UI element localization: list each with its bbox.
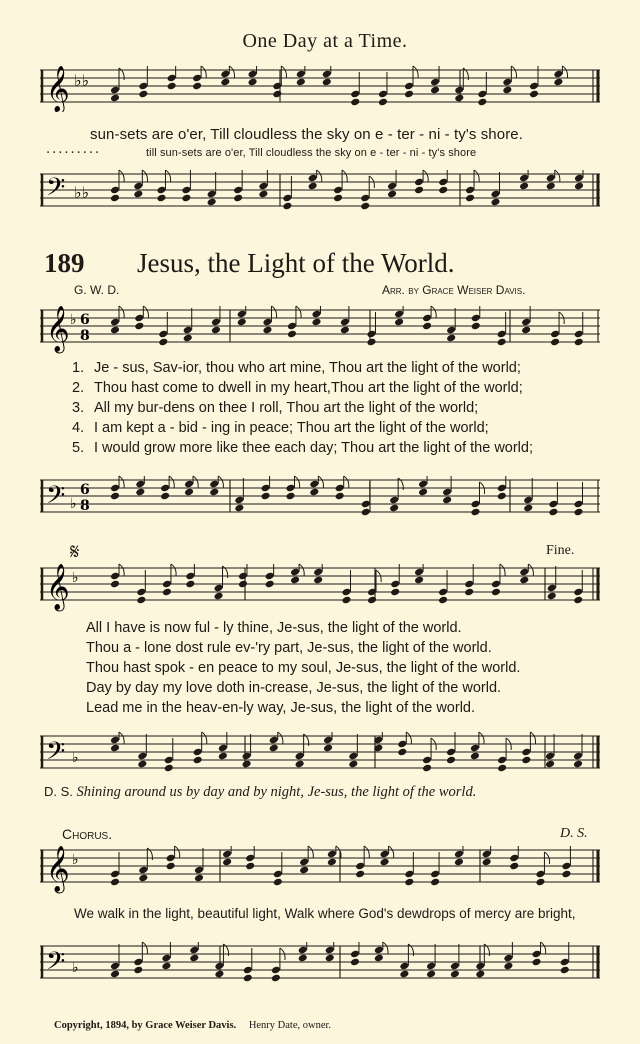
note-head xyxy=(430,878,440,887)
note-head xyxy=(350,98,360,107)
note-head xyxy=(271,974,281,983)
note-head xyxy=(521,756,531,765)
note-head xyxy=(133,190,143,199)
note-head xyxy=(380,858,390,867)
note-flag xyxy=(271,306,276,318)
copyright-line xyxy=(54,1020,331,1031)
note-head xyxy=(442,496,452,505)
note-head xyxy=(550,338,560,347)
note-flag xyxy=(143,306,148,318)
segno-sign: 𝄋 xyxy=(70,540,80,565)
note-flag xyxy=(541,942,546,954)
note-head xyxy=(430,86,440,95)
music-staff xyxy=(40,930,600,994)
music-staff xyxy=(40,468,600,528)
treble-staff-chorus xyxy=(40,842,600,898)
note-flag xyxy=(119,306,124,318)
note-head xyxy=(422,322,432,331)
note-head xyxy=(553,78,563,87)
note-head xyxy=(313,576,323,585)
note-head xyxy=(181,194,191,203)
note-head xyxy=(282,202,292,211)
svg-text:6: 6 xyxy=(80,482,90,498)
note-head xyxy=(285,492,295,501)
note-head xyxy=(535,878,545,887)
note-head xyxy=(387,190,397,199)
note-flag xyxy=(562,66,567,78)
note-head xyxy=(194,874,204,883)
note-head xyxy=(548,508,558,517)
note-head xyxy=(183,334,193,343)
note-head xyxy=(243,974,253,983)
note-head xyxy=(299,866,309,875)
owner-text: Henry Date, owner. xyxy=(248,1020,332,1031)
svg-text:𝄢: 𝄢 xyxy=(46,737,66,772)
verse-line-3 xyxy=(72,400,602,420)
verse-line-b-4: Day by day my love doth in-crease, Je-sus, the light of the world. xyxy=(86,680,502,696)
note-head xyxy=(390,588,400,597)
note-head xyxy=(290,576,300,585)
ds-mark: D. S. xyxy=(560,826,588,841)
note-head xyxy=(110,326,120,335)
svg-text:6: 6 xyxy=(80,312,90,328)
note-head xyxy=(509,862,519,871)
music-staff xyxy=(40,842,600,898)
note-flag xyxy=(171,564,176,576)
note-flag xyxy=(413,66,418,78)
note-head xyxy=(477,98,487,107)
note-head xyxy=(211,326,221,335)
chorus-lyric: We walk in the light, beautiful light, Walk where God's dewdrops of mercy are bright, xyxy=(74,906,576,921)
note-head xyxy=(335,492,345,501)
note-head xyxy=(110,970,120,979)
verse-number: 2. xyxy=(72,380,85,396)
note-head xyxy=(156,194,166,203)
svg-text:𝄞: 𝄞 xyxy=(46,846,70,892)
note-head xyxy=(325,954,335,963)
note-flag xyxy=(229,66,234,78)
hymn-title: Jesus, the Light of the World. xyxy=(137,248,455,278)
note-head xyxy=(218,752,228,761)
note-head xyxy=(490,198,500,207)
note-head xyxy=(110,94,120,103)
verse-line-b-5: Lead me in the heav-en-ly way, Je-sus, the light of the world. xyxy=(86,700,476,716)
note-head xyxy=(245,862,255,871)
note-head xyxy=(560,966,570,975)
note-flag xyxy=(383,942,388,954)
note-head xyxy=(438,596,448,605)
svg-text:♭: ♭ xyxy=(72,750,79,766)
chorus-label: Chorus. xyxy=(62,826,113,842)
hymn-arranger: Arr. by Grace Weiser Davis. xyxy=(382,283,526,297)
ds-prefix: D. S. xyxy=(44,784,73,799)
note-head xyxy=(404,90,414,99)
note-flag xyxy=(119,170,124,182)
verse-line-5 xyxy=(72,440,602,460)
note-head xyxy=(350,958,360,967)
note-head xyxy=(546,182,556,191)
note-head xyxy=(160,492,170,501)
note-head xyxy=(311,318,321,327)
note-head xyxy=(265,580,275,589)
note-head xyxy=(470,752,480,761)
svg-text:𝄢: 𝄢 xyxy=(46,481,66,516)
note-head xyxy=(189,954,199,963)
note-head xyxy=(414,186,424,195)
note-head xyxy=(465,194,475,203)
note-head xyxy=(233,194,243,203)
note-head xyxy=(521,326,531,335)
note-head xyxy=(136,596,146,605)
verse-line-1 xyxy=(72,360,602,380)
svg-text:♭: ♭ xyxy=(72,960,79,976)
note-head xyxy=(138,874,148,883)
note-head xyxy=(418,488,428,497)
svg-text:♭: ♭ xyxy=(72,852,79,868)
note-head xyxy=(333,194,343,203)
note-head xyxy=(269,744,279,753)
note-flag xyxy=(295,476,300,488)
note-head xyxy=(397,748,407,757)
note-head xyxy=(134,322,144,331)
music-staff xyxy=(40,300,600,360)
note-head xyxy=(209,488,219,497)
note-head xyxy=(471,322,481,331)
svg-text:♭: ♭ xyxy=(70,496,77,512)
note-head xyxy=(454,94,464,103)
copyright-text: Copyright, 1894, by Grace Weiser Davis. xyxy=(54,1020,237,1031)
note-flag xyxy=(511,66,516,78)
note-head xyxy=(322,78,332,87)
note-head xyxy=(523,504,533,513)
note-flag xyxy=(281,66,286,78)
note-flag xyxy=(344,476,349,488)
verse-text: I am kept a - bid - ing in peace; Thou art the light of the world; xyxy=(94,420,489,436)
note-head xyxy=(258,190,268,199)
note-head xyxy=(361,508,371,517)
verse-text: I would grow more like thee each day; Thou art the light of the world; xyxy=(94,440,534,456)
note-flag xyxy=(201,66,206,78)
note-head xyxy=(414,576,424,585)
note-head xyxy=(137,760,147,769)
verse-line-b-1: All I have is now ful - ly thine, Je-sus, the light of the world. xyxy=(86,620,462,636)
verse-text: Thou hast come to dwell in my heart,Thou art the light of the world; xyxy=(94,380,523,396)
note-head xyxy=(366,338,376,347)
note-head xyxy=(404,878,414,887)
note-head xyxy=(110,878,120,887)
note-flag xyxy=(479,732,484,744)
note-head xyxy=(426,970,436,979)
note-head xyxy=(464,588,474,597)
note-head xyxy=(220,78,230,87)
note-head xyxy=(573,596,583,605)
note-flag xyxy=(119,476,124,488)
svg-text:♭♭: ♭♭ xyxy=(74,71,90,90)
note-head xyxy=(502,86,512,95)
note-head xyxy=(273,878,283,887)
svg-text:𝄞: 𝄞 xyxy=(46,66,70,112)
note-flag xyxy=(474,170,479,182)
note-flag xyxy=(406,732,411,744)
note-flag xyxy=(119,564,124,576)
verse-number: 5. xyxy=(72,440,85,456)
note-head xyxy=(110,580,120,589)
note-head xyxy=(110,492,120,501)
bass-staff-1 xyxy=(40,468,600,528)
note-head xyxy=(450,970,460,979)
note-head xyxy=(491,588,501,597)
note-flag xyxy=(142,942,147,954)
note-head xyxy=(360,202,370,211)
note-head xyxy=(497,764,507,773)
note-head xyxy=(296,78,306,87)
note-head xyxy=(399,970,409,979)
note-head xyxy=(573,760,583,769)
svg-text:𝄢: 𝄢 xyxy=(46,173,66,208)
note-flag xyxy=(431,306,436,318)
svg-text:8: 8 xyxy=(80,328,90,344)
ds-text: Shining around us by day and by night, Je-sus, the light of the world. xyxy=(76,784,477,800)
note-head xyxy=(133,966,143,975)
note-head xyxy=(272,90,282,99)
note-head xyxy=(519,182,529,191)
note-head xyxy=(378,98,388,107)
note-head xyxy=(287,330,297,339)
note-head xyxy=(242,760,252,769)
verse-line-b-2: Thou a - lone dost rule ev-'ry part, Je-sus, the light of the world. xyxy=(86,640,492,656)
note-head xyxy=(262,326,272,335)
verse-lines-b xyxy=(86,620,606,720)
prev-lyric-small: till sun-sets are o'er, Till cloudless the sky on e - ter - ni - ty's shore xyxy=(146,147,477,159)
note-head xyxy=(475,970,485,979)
note-head xyxy=(355,870,365,879)
note-head xyxy=(309,488,319,497)
note-head xyxy=(295,760,305,769)
verse-line-2 xyxy=(72,380,602,400)
fine-label: Fine. xyxy=(546,543,575,558)
bass-staff-chorus xyxy=(40,930,600,994)
note-head xyxy=(503,962,513,971)
note-head xyxy=(573,508,583,517)
note-head xyxy=(547,592,557,601)
note-head xyxy=(184,488,194,497)
hymn-author: G. W. D. xyxy=(74,283,120,297)
note-flag xyxy=(308,846,313,858)
verse-text: Je - sus, Sav-ior, thou who art mine, Thou art the light of the world; xyxy=(94,360,521,376)
prev-lyric-line: sun-sets are o'er, Till cloudless the sky on e - ter - ni - ty's shore. xyxy=(90,126,523,143)
note-flag xyxy=(193,476,198,488)
note-flag xyxy=(299,564,304,576)
note-head xyxy=(234,504,244,513)
note-head xyxy=(323,744,333,753)
verse-lines-a xyxy=(72,360,602,460)
note-flag xyxy=(528,564,533,576)
note-head xyxy=(574,338,584,347)
note-flag xyxy=(317,170,322,182)
note-head xyxy=(238,580,248,589)
hymn-number: 189 xyxy=(44,248,85,278)
note-head xyxy=(166,862,176,871)
bass-staff-2 xyxy=(40,724,600,780)
note-head xyxy=(162,588,172,597)
note-flag xyxy=(423,170,428,182)
note-flag xyxy=(364,846,369,858)
note-head xyxy=(138,90,148,99)
note-head xyxy=(185,580,195,589)
note-head xyxy=(222,858,232,867)
note-head xyxy=(298,954,308,963)
svg-text:8: 8 xyxy=(80,498,90,514)
prev-lyric-dots: ......... xyxy=(46,142,102,157)
note-head xyxy=(110,194,120,203)
note-head xyxy=(497,338,507,347)
note-flag xyxy=(318,476,323,488)
note-flag xyxy=(500,564,505,576)
verse-line-4 xyxy=(72,420,602,440)
svg-text:♭: ♭ xyxy=(70,312,77,328)
note-head xyxy=(261,492,271,501)
note-head xyxy=(470,508,480,517)
note-head xyxy=(482,858,492,867)
verse-number: 4. xyxy=(72,420,85,436)
svg-text:𝄢: 𝄢 xyxy=(46,947,66,982)
note-flag xyxy=(169,476,174,488)
note-head xyxy=(161,962,171,971)
note-head xyxy=(532,958,542,967)
note-head xyxy=(135,488,145,497)
note-head xyxy=(342,596,352,605)
svg-text:𝄞: 𝄞 xyxy=(46,564,70,610)
note-head xyxy=(193,756,203,765)
note-head xyxy=(389,504,399,513)
note-head xyxy=(237,318,247,327)
note-head xyxy=(110,744,120,753)
note-head xyxy=(446,334,456,343)
note-head xyxy=(422,764,432,773)
note-head xyxy=(340,326,350,335)
note-flag xyxy=(142,170,147,182)
verse-number: 3. xyxy=(72,400,85,416)
note-head xyxy=(348,760,358,769)
note-head xyxy=(214,970,224,979)
note-head xyxy=(438,186,448,195)
note-head xyxy=(158,338,168,347)
note-flag xyxy=(119,732,124,744)
note-head xyxy=(374,954,384,963)
note-head xyxy=(394,318,404,327)
treble-staff-1 xyxy=(40,300,600,360)
svg-text:𝄞: 𝄞 xyxy=(46,306,70,352)
note-head xyxy=(561,870,571,879)
note-flag xyxy=(296,306,301,318)
note-head xyxy=(497,492,507,501)
music-staff xyxy=(40,162,600,218)
treble-staff-prev xyxy=(40,62,600,112)
treble-staff-2 xyxy=(40,560,600,620)
verse-text: All my bur-dens on thee I roll, Thou art the light of the world; xyxy=(94,400,479,416)
svg-text:♭♭: ♭♭ xyxy=(74,183,90,202)
music-staff xyxy=(40,62,600,112)
note-head xyxy=(248,78,258,87)
note-head xyxy=(327,858,337,867)
verse-line-b-3: Thou hast spok - en peace to my soul, Je-sus, the light of the world. xyxy=(86,660,521,676)
note-flag xyxy=(555,170,560,182)
note-head xyxy=(214,592,224,601)
note-flag xyxy=(175,846,180,858)
svg-text:♭: ♭ xyxy=(72,570,79,586)
music-staff xyxy=(40,724,600,780)
bass-staff-prev xyxy=(40,162,600,218)
note-head xyxy=(529,90,539,99)
note-head xyxy=(164,764,174,773)
note-flag xyxy=(530,732,535,744)
note-head xyxy=(574,182,584,191)
note-head xyxy=(519,576,529,585)
prev-hymn-title: One Day at a Time. xyxy=(242,30,408,52)
note-flag xyxy=(165,170,170,182)
note-flag xyxy=(389,846,394,858)
note-head xyxy=(192,82,202,91)
note-head xyxy=(167,82,177,91)
note-flag xyxy=(218,476,223,488)
verse-number: 1. xyxy=(72,360,85,376)
note-head xyxy=(308,182,318,191)
note-head xyxy=(545,760,555,769)
note-head xyxy=(454,858,464,867)
note-flag xyxy=(342,170,347,182)
music-staff xyxy=(40,560,600,620)
note-head xyxy=(446,756,456,765)
note-head xyxy=(207,198,217,207)
ds-line xyxy=(44,784,604,801)
note-flag xyxy=(202,732,207,744)
note-flag xyxy=(278,732,283,744)
